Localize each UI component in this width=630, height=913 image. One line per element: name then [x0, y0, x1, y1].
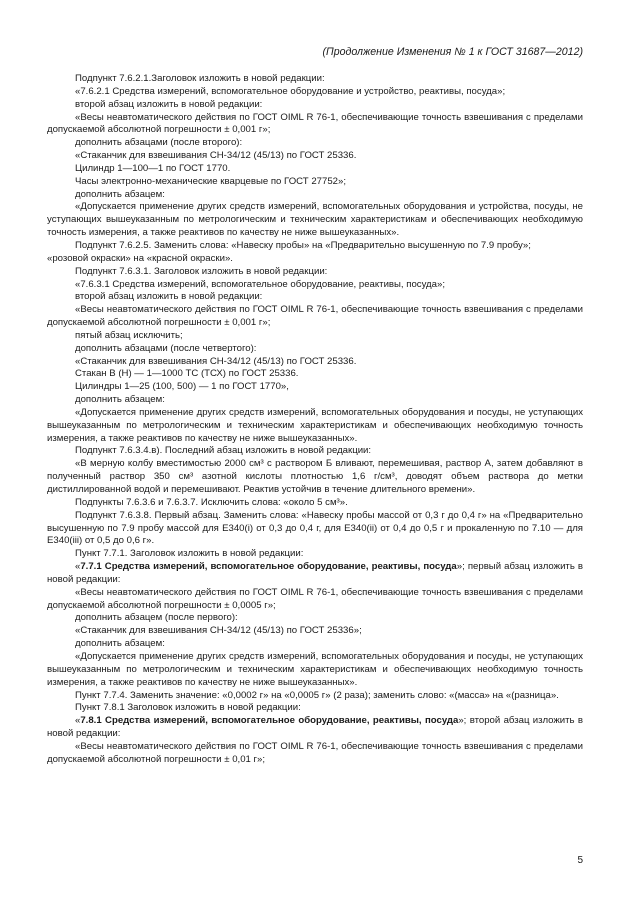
paragraph: Часы электронно-механические кварцевые по ГОСТ 27752»; — [75, 175, 346, 187]
paragraph: «Допускается применение других средств измерений, вспомогательных оборудования и посуды, не уступающих вышеуказанным по метрологическим и техническим характеристикам и обеспечивающих необходимую точность измерения, а также реактивов по качеству не ниже вышеуказанных». — [47, 406, 583, 444]
paragraph: «7.8.1 Средства измерений, вспомогательное оборудование, реактивы, посуда»; второй абзац изложить в новой редакции: — [47, 715, 583, 740]
paragraph: Цилиндры 1—25 (100, 500) — 1 по ГОСТ 1770», — [75, 381, 289, 393]
paragraph: пятый абзац исключить; — [75, 329, 183, 341]
paragraph: второй абзац изложить в новой редакции: — [75, 98, 263, 110]
paragraph: «Стаканчик для взвешивания СН-34/12 (45/13) по ГОСТ 25336. — [75, 150, 357, 162]
paragraph: Пункт 7.7.1. Заголовок изложить в новой редакции: — [75, 548, 304, 560]
paragraph: дополнить абзацем: — [75, 638, 165, 650]
paragraph: «Весы неавтоматического действия по ГОСТ OIML R 76-1, обеспечивающие точность взвешивания с пределами допускаемой абсолютной погрешности ± 0,001 г»; — [47, 304, 583, 329]
paragraph: Подпункты 7.6.3.6 и 7.6.3.7. Исключить слова: «около 5 см³». — [75, 496, 348, 508]
paragraph: Подпункт 7.6.2.5. Заменить слова: «Навеску пробы» на «Предварительно высушенную по 7.9 пробу»; — [75, 239, 531, 251]
paragraph: «розовой окраски» на «красной окраски». — [47, 252, 233, 264]
paragraph: «Стаканчик для взвешивания СН-34/12 (45/13) по ГОСТ 25336»; — [75, 625, 362, 637]
paragraph: «Допускается применение других средств измерений, вспомогательных оборудования и устройства, посуды, не уступающих вышеуказанным по метрологическим и техническим характеристикам и обеспечивающих необходимую точность измерения, а также реактивов по качеству не ниже вышеуказанных». — [47, 201, 583, 239]
running-header: (Продолжение Изменения № 1 к ГОСТ 31687—2012) — [322, 46, 583, 58]
paragraph: «В мерную колбу вместимостью 2000 см³ с раствором Б вливают, перемешивая, раствор А, затем добавляют в полученный раствор 350 см³ азотной кислоты плотностью 1,6 г/см³, доводят объем раствора до метки дистиллированной водой и перемешивают. Реактив устойчив в течение длительного времени». — [47, 458, 583, 495]
paragraph: дополнить абзацами (после второго): — [75, 137, 243, 149]
document-body — [47, 73, 583, 767]
paragraph: «7.7.1 Средства измерений, вспомогательное оборудование, реактивы, посуда»; первый абзац изложить в новой редакции: — [47, 561, 584, 585]
paragraph: дополнить абзацем: — [75, 394, 165, 406]
page-number: 5 — [577, 855, 583, 866]
paragraph: Подпункт 7.6.2.1.Заголовок изложить в новой редакции: — [75, 73, 325, 84]
paragraph: «Стаканчик для взвешивания СН-34/12 (45/13) по ГОСТ 25336. — [75, 355, 357, 367]
paragraph: «7.6.3.1 Средства измерений, вспомогательное оборудование, реактивы, посуда»; — [75, 278, 445, 290]
bold-heading-text: 7.7.1 Средства измерений, вспомогательное оборудование, реактивы, посуда — [80, 561, 457, 573]
bold-heading-text: 7.8.1 Средства измерений, вспомогательное оборудование, реактивы, посуда — [80, 715, 459, 727]
paragraph: «7.6.2.1 Средства измерений, вспомогательное оборудование и устройство, реактивы, посуда»; — [75, 85, 506, 97]
paragraph: Подпункт 7.6.3.8. Первый абзац. Заменить слова: «Навеску пробы массой от 0,3 г до 0,4 г» на «Предварительно высушенную по 7.9 пробу массой для Е340(i) от 0,3 до 0,4 г, для Е340(ii) от 0,4 до 0,5 г и прокаленную по 7.10 — для Е340(iii) от 0,5 до 0,6 г». — [47, 509, 583, 547]
paragraph: Пункт 7.8.1 Заголовок изложить в новой редакции: — [75, 702, 301, 714]
paragraph: «Весы неавтоматического действия по ГОСТ OIML R 76-1, обеспечивающие точность взвешивания с пределами допускаемой абсолютной погрешности ± 0,0005 г»; — [47, 586, 583, 611]
paragraph: дополнить абзацем (после первого): — [75, 612, 238, 624]
paragraph: Подпункт 7.6.3.1. Заголовок изложить в новой редакции: — [75, 265, 328, 277]
paragraph: «Весы неавтоматического действия по ГОСТ OIML R 76-1, обеспечивающие точность взвешивания с пределами допускаемой абсолютной погрешности ± 0,001 г»; — [47, 111, 583, 136]
paragraph: «Весы неавтоматического действия по ГОСТ OIML R 76-1, обеспечивающие точность взвешивания с пределами допускаемой абсолютной погрешности ± 0,01 г»; — [47, 740, 583, 765]
paragraph: Цилиндр 1—100—1 по ГОСТ 1770. — [75, 162, 231, 174]
paragraph: Подпункт 7.6.3.4.в). Последний абзац изложить в новой редакции: — [75, 445, 372, 457]
paragraph: Пункт 7.7.4. Заменить значение: «0,0002 г» на «0,0005 г» (2 раза); заменить слово: «(масса» на «(разница». — [75, 689, 559, 701]
paragraph: Стакан В (Н) — 1—1000 ТС (ТСХ) по ГОСТ 25336. — [75, 368, 299, 380]
paragraph: «Допускается применение других средств измерений, вспомогательных оборудования и посуды, не уступающих вышеуказанным по метрологическим и техническим характеристикам и обеспечивающих необходимую точность измерения, а также реактивов по качеству не ниже вышеуказанных». — [47, 650, 583, 688]
paragraph: дополнить абзацем: — [75, 188, 165, 200]
paragraph: дополнить абзацами (после четвертого): — [75, 342, 257, 354]
paragraph: второй абзац изложить в новой редакции: — [75, 291, 263, 303]
